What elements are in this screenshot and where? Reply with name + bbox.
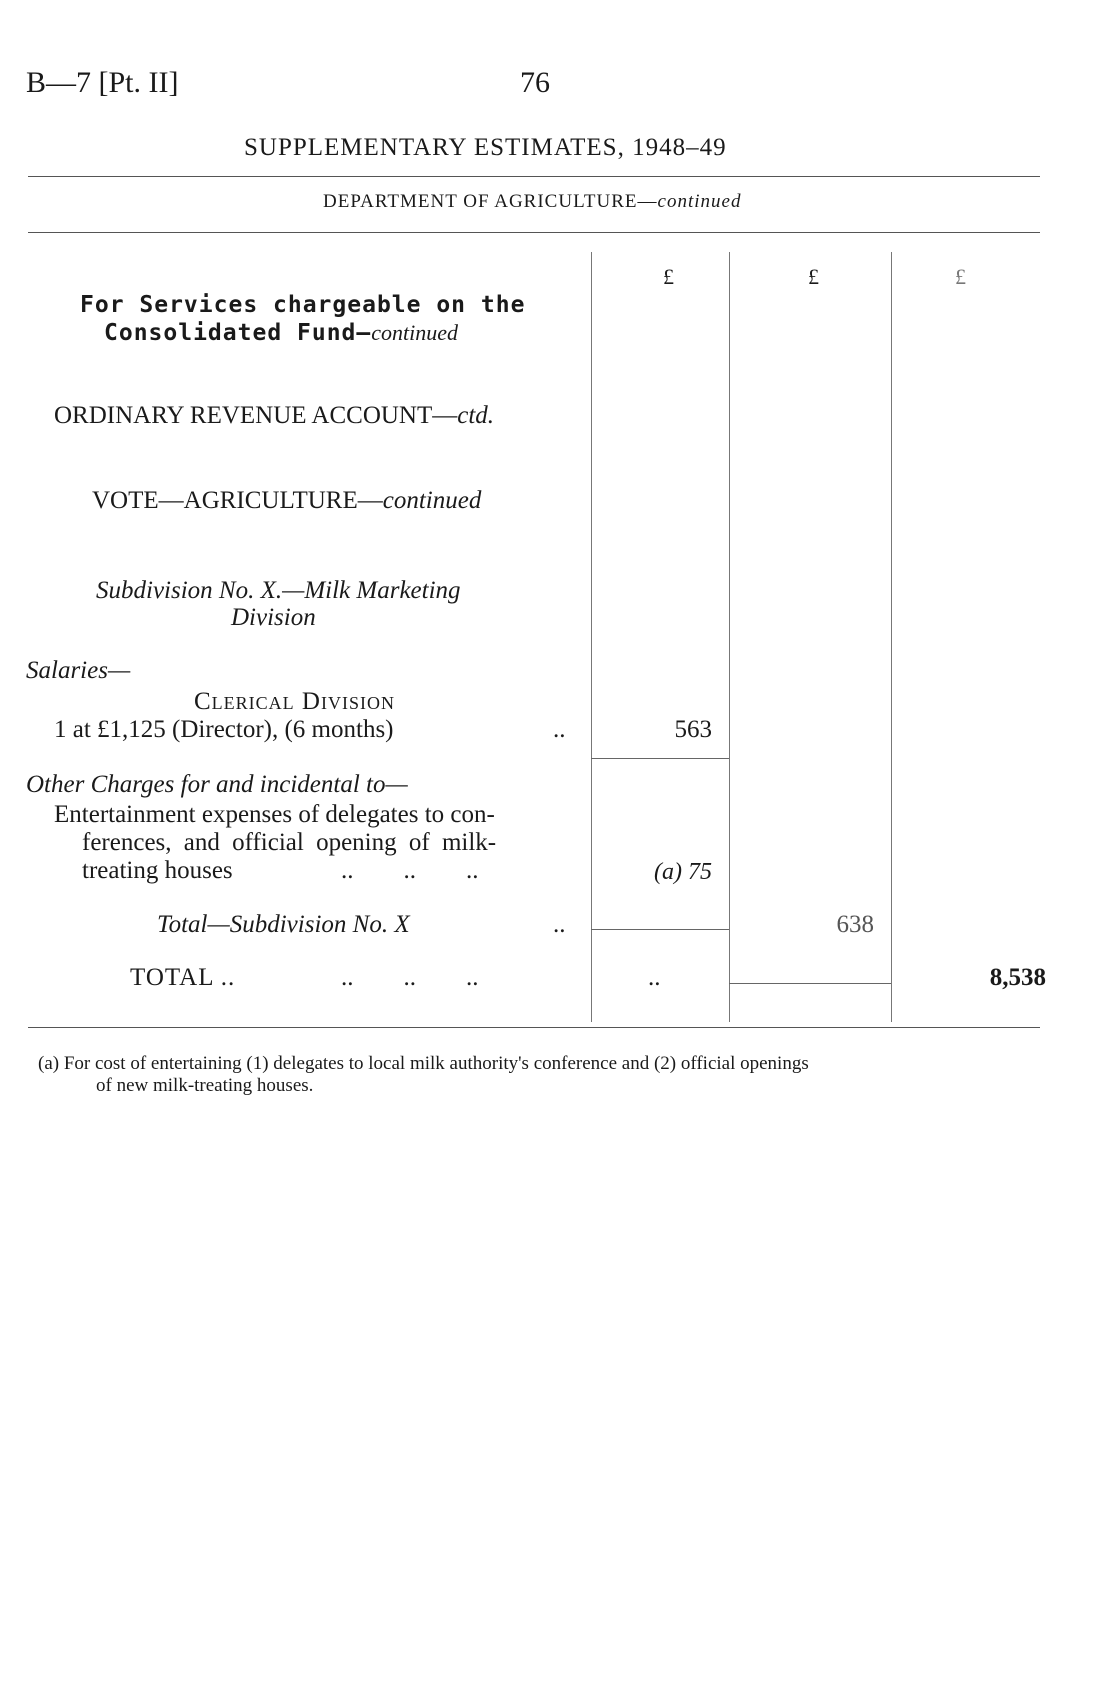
title-rule <box>28 176 1040 177</box>
total-col1-leader: .. <box>648 964 661 991</box>
column-2-currency: £ <box>808 264 819 289</box>
page-number: 76 <box>520 66 550 99</box>
subtotal-leader: .. <box>553 911 566 938</box>
other-charges-line3: treating houses <box>82 857 233 884</box>
subdivision-heading-line1: Subdivision No. X.—Milk Marketing <box>96 577 461 604</box>
account-name: ORDINARY REVENUE ACCOUNT— <box>54 402 458 429</box>
vote-name: VOTE—AGRICULTURE— <box>92 487 383 514</box>
footnote-line2: of new milk-treating houses. <box>96 1075 314 1096</box>
services-heading-suffix: continued <box>371 320 459 345</box>
total-rule <box>729 983 891 984</box>
column-divider-2 <box>729 252 730 1022</box>
footnote-line1: (a) For cost of entertaining (1) delegates to local milk authority's conference and (2) official openings <box>38 1053 809 1074</box>
department-rule <box>28 232 1040 233</box>
total-label: TOTAL .. <box>130 964 236 991</box>
subtotal-label: Total—Subdivision No. X <box>157 911 410 938</box>
services-heading-fund: Consolidated Fund— <box>104 320 372 346</box>
salary-leader: .. <box>553 716 566 743</box>
services-heading-line2 <box>104 320 458 346</box>
page-reference: B—7 [Pt. II] <box>26 66 179 99</box>
total-amount: 8,538 <box>989 964 1046 991</box>
department-heading <box>323 191 741 213</box>
other-charges-leader: .. .. .. <box>341 857 479 884</box>
subtotal-rule <box>591 929 729 930</box>
services-heading-line1: For Services chargeable on the <box>80 292 526 318</box>
vote-suffix: continued <box>382 487 482 514</box>
clerical-division-heading: Clerical Division <box>194 688 395 715</box>
other-charges-line2: ferences, and official opening of milk- <box>82 829 497 856</box>
document-title: SUPPLEMENTARY ESTIMATES, 1948–49 <box>244 134 727 161</box>
column-3-currency: £ <box>955 264 966 289</box>
column-divider-1 <box>591 252 592 1022</box>
other-charges-heading: Other Charges for and incidental to— <box>26 771 408 798</box>
department-name: DEPARTMENT OF AGRICULTURE— <box>323 191 658 212</box>
table-bottom-rule <box>28 1027 1040 1028</box>
other-charges-amount: (a) 75 <box>654 859 712 885</box>
column-divider-3 <box>891 252 892 1022</box>
subtotal-amount: 638 <box>836 911 874 938</box>
total-leader: .. .. .. <box>341 964 479 991</box>
column-1-currency: £ <box>663 264 674 289</box>
vote-heading <box>92 487 481 515</box>
salary-subtotal-rule <box>591 758 729 759</box>
salary-item: 1 at £1,125 (Director), (6 months) <box>54 716 394 743</box>
salaries-heading: Salaries— <box>26 657 131 684</box>
department-suffix: continued <box>657 191 742 212</box>
subdivision-heading-line2: Division <box>231 604 316 631</box>
account-heading <box>54 402 494 430</box>
account-suffix: ctd. <box>457 402 495 429</box>
salary-amount: 563 <box>674 716 712 743</box>
other-charges-line1: Entertainment expenses of delegates to con- <box>54 801 495 828</box>
